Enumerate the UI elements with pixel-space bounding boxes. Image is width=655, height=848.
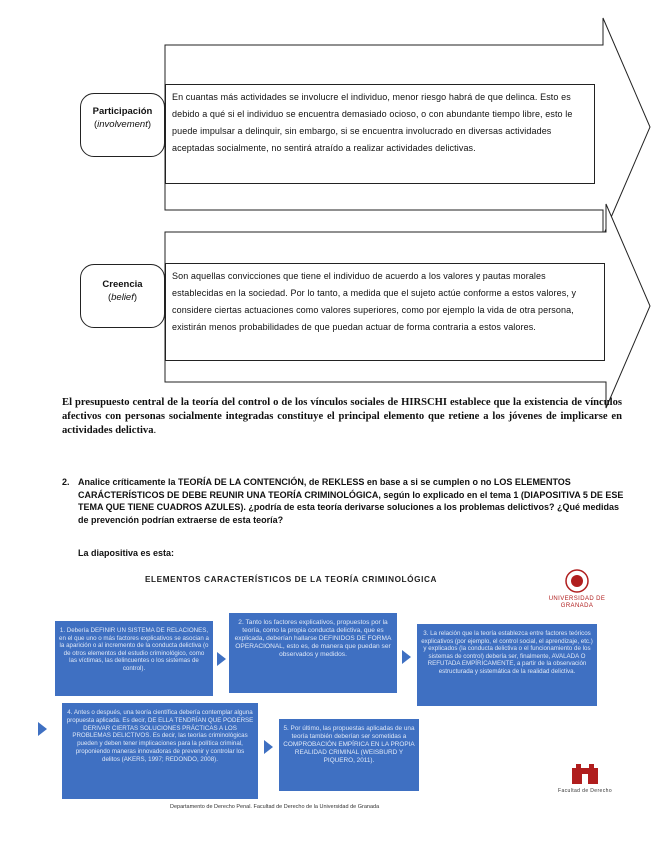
slide-box-5: 5. Por último, las propuestas aplicadas de una teoría también deberían ser sometidas a COMPROBACIÓN EMPÍRICA EN LA PROPIA REALIDAD CRIMINAL (WEISBURD Y PIQUERO, 2011). (279, 719, 419, 791)
concept-title: Creencia (102, 279, 143, 290)
slide-box-2: 2. Tanto los factores explicativos, propuestos por la teoría, como la propia conducta delictiva, que es explicada, deberían hallarse DEFINIDOS DE FORMA OPERACIONAL, esto es, de manera que puedan ser observados y medidos. (229, 613, 397, 693)
summary-bold: El presupuesto central de la teoría del control o de los vínculos sociales de HIRSCHI establece que la existencia de vínculos afectivos con personas socialmente integradas constituye el principal elemento que retiene a los jóvenes de implicarse en actividades delictiva (62, 397, 622, 436)
question-number: 2. (62, 477, 70, 487)
summary-paragraph (62, 396, 622, 438)
slide-title: ELEMENTOS CARACTERÍSTICOS DE LA TEORÍA CRIMINOLÓGICA (145, 575, 437, 584)
box-arrow-icon (217, 652, 226, 666)
concept-term: belief (111, 292, 134, 303)
concept-participacion: Participación (involvement) (80, 93, 165, 157)
definition-participacion: En cuantas más actividades se involucre el individuo, menor riesgo habrá de que delinca. Esto es debido a qué si el individuo se encuentra demasiado ocioso, o con abundante tiempo libre, esto le puede impulsar a delinquir, sin embargo, si se encuentra involucrado en diversas actividades aceptadas socialmente, no sentirá atraído a realizar actividades delictivas. (165, 84, 595, 184)
university-crest-icon (562, 568, 592, 594)
slide-footer: Departamento de Derecho Penal. Facultad de Derecho de la Universidad de Granada (170, 804, 380, 810)
faculty-name: Facultad de Derecho (557, 788, 613, 794)
box-arrow-icon (402, 650, 411, 664)
university-name: UNIVERSIDAD DE GRANADA (548, 596, 606, 609)
summary-tail: . (153, 425, 157, 436)
slide-box-1: 1. Debería DEFINIR UN SISTEMA DE RELACIONES, en el que uno o más factores explicativos se asocian a la aparición o al incremento de la conducta delictiva (o de otros elementos del estudio criminológico, como las víctimas, las delincuentes o los sistemas de control). (55, 621, 213, 696)
faculty-building-icon (570, 762, 600, 786)
concept-creencia: Creencia (belief) (80, 264, 165, 328)
box-arrow-icon (264, 740, 273, 754)
question-text: Analice críticamente la TEORÍA DE LA CONTENCIÓN, de REKLESS en base a si se cumplen o no LOS ELEMENTOS CARÁCTERÍSTICOS DE DEBE REUNIR UNA TEORÍA CRIMINOLÓGICA, según lo explicado en el tema 1 (DIAPOSITIVA 5 DE ESE TEMA QUE TIENE CUADROS AZULES). ¿podría de esta teoría derivarse soluciones a los problemas delictivos? ¿Qué medidas de prevención podrían extraerse de esta teoría? (78, 477, 624, 525)
slide-box-4: 4. Antes o después, una teoría científica debería contemplar alguna propuesta aplicada. Es decir, DE ELLA TENDRÍAN QUE PODERSE DERIVAR CIERTAS SOLUCIONES PRÁCTICAS A LOS PROBLEMAS DELICTIVOS. Es decir, las teorías criminológicas pueden y deben tener implicaciones para la política criminal, proponiendo maneras innovadoras de prevenir y controlar los delitos (AKERS, 1997; REDONDO, 2008). (62, 703, 258, 799)
concept-title: Participación (92, 106, 153, 117)
slide-intro: La diapositiva es esta: (78, 548, 175, 558)
slide-box-3: 3. La relación que la teoría establezca entre factores teóricos explicativos (por ejemplo, el control social, el aprendizaje, etc.) y explicados (la conducta delictiva o el funcionamiento de los sistemas de control) debería ser, finalmente, AVALADA O REFUTADA EMPÍRICAMENTE, a partir de la observación estructurada y sistemática de la realidad delictiva. (417, 624, 597, 706)
concept-term: involvement (97, 119, 148, 130)
definition-creencia: Son aquellas convicciones que tiene el individuo de acuerdo a los valores y pautas morales establecidas en la sociedad. Por lo tanto, a medida que el sujeto actúe conforme a estos valores, y considere ciertas actuaciones como valores superiores, como por ejemplo la vida de otra persona, existirán menos probabilidades de que puedan actuar de forma contraria a estos valores. (165, 263, 605, 361)
box-arrow-icon (38, 722, 47, 736)
